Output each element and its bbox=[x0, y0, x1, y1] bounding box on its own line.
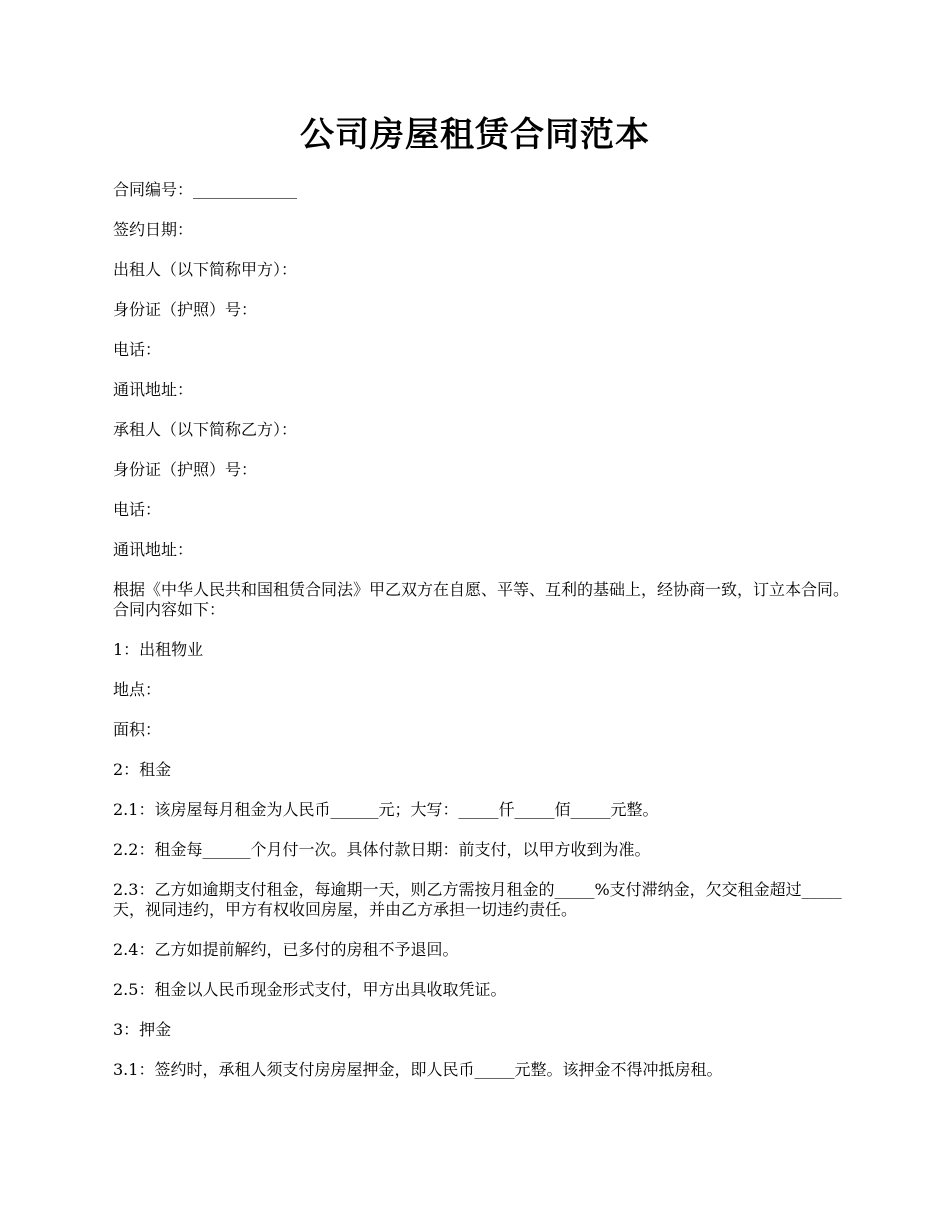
signing-date-line: 签约日期： bbox=[113, 220, 194, 239]
lessor-phone-line: 电话： bbox=[113, 340, 162, 359]
document-body bbox=[113, 180, 858, 1100]
clause-2-3: 2.3：乙方如逾期支付租金，每逾期一天，则乙方需按月租金的_____%支付滞纳金，欠交租金超过_____天，视同违约，甲方有权收回房屋，并由乙方承担一切违约责任。 bbox=[113, 880, 842, 919]
lessor-id-line: 身份证（护照）号： bbox=[113, 300, 258, 319]
lessee-phone-line: 电话： bbox=[113, 500, 162, 519]
document-title: 公司房屋租赁合同范本 bbox=[300, 115, 650, 155]
lessor-address-line: 通讯地址： bbox=[113, 380, 194, 399]
clause-2-4: 2.4：乙方如提前解约，已多付的房租不予退回。 bbox=[113, 940, 459, 959]
location-line: 地点： bbox=[113, 680, 162, 699]
clause-2-5: 2.5：租金以人民币现金形式支付，甲方出具收取凭证。 bbox=[113, 980, 507, 999]
area-line: 面积： bbox=[113, 720, 162, 739]
lessee-id-line: 身份证（护照）号： bbox=[113, 460, 258, 479]
section-2-heading: 2：租金 bbox=[113, 760, 172, 779]
preamble-paragraph: 根据《中华人民共和国租赁合同法》甲乙双方在自愿、平等、互利的基础上，经协商一致，订立本合同。合同内容如下： bbox=[113, 580, 850, 619]
clause-2-1: 2.1：该房屋每月租金为人民币______元；大写：_____仟_____佰_____元整。 bbox=[113, 800, 659, 819]
section-3-heading: 3：押金 bbox=[113, 1020, 172, 1039]
clause-3-1: 3.1：签约时，承租人须支付房房屋押金，即人民币_____元整。该押金不得冲抵房租。 bbox=[113, 1060, 723, 1079]
contract-number-line: 合同编号：_____________ bbox=[113, 180, 298, 199]
clause-2-2: 2.2：租金每______个月付一次。具体付款日期：前支付，以甲方收到为准。 bbox=[113, 840, 651, 859]
lessee-line: 承租人（以下简称乙方）： bbox=[113, 420, 298, 439]
section-1-heading: 1：出租物业 bbox=[113, 640, 204, 659]
lessee-address-line: 通讯地址： bbox=[113, 540, 194, 559]
lessor-line: 出租人（以下简称甲方）： bbox=[113, 260, 298, 279]
